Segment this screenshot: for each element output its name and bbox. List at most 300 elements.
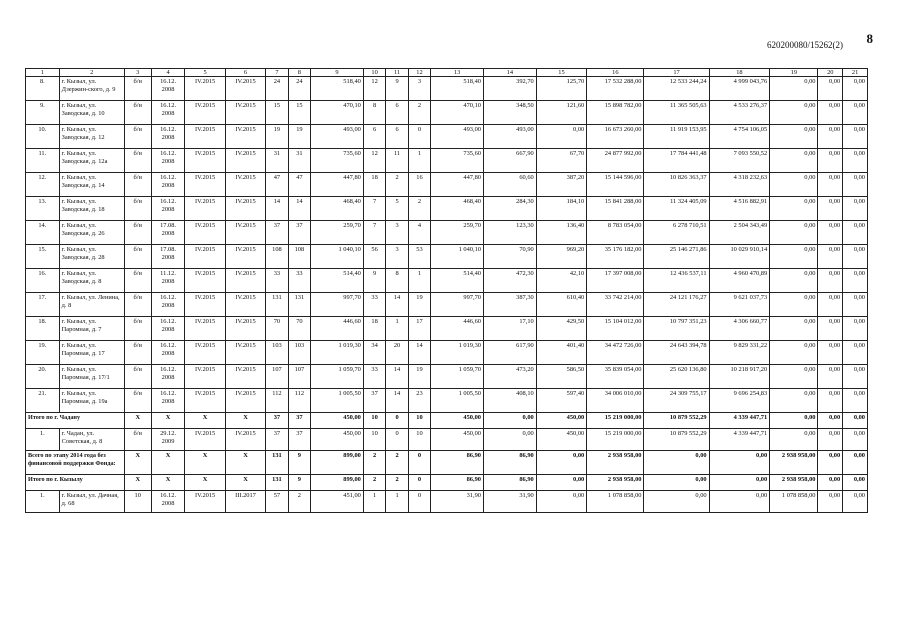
table-cell: 131 xyxy=(288,293,310,317)
table-cell: IV.2015 xyxy=(225,101,265,125)
table-cell: 19 xyxy=(408,365,430,389)
table-cell: IV.2015 xyxy=(185,197,225,221)
table-cell: 14 xyxy=(408,341,430,365)
table-cell: 447,80 xyxy=(431,173,484,197)
table-cell: 0,00 xyxy=(843,245,868,269)
table-cell: 15. xyxy=(26,245,60,269)
table-cell: 392,70 xyxy=(483,77,536,101)
table-cell: 15 xyxy=(288,101,310,125)
table-cell: 31,90 xyxy=(483,491,536,513)
table-cell: IV.2015 xyxy=(185,101,225,125)
table-cell: IV.2015 xyxy=(185,77,225,101)
table-cell: IV.2015 xyxy=(225,245,265,269)
table-cell: 1 059,70 xyxy=(311,365,364,389)
table-cell: г. Кызыл, ул. Заводская, д. 12 xyxy=(59,125,124,149)
table-cell: г. Кызыл, ул. Заводская, д. 8 xyxy=(59,269,124,293)
total-cell: 131 xyxy=(266,451,288,475)
table-cell: 446,60 xyxy=(311,317,364,341)
table-cell: 401,40 xyxy=(536,341,587,365)
table-cell: 56 xyxy=(363,245,385,269)
table-cell: 0,00 xyxy=(770,341,818,365)
table-cell: 33 xyxy=(288,269,310,293)
table-cell: 0,00 xyxy=(843,317,868,341)
table-cell: IV.2015 xyxy=(185,317,225,341)
table-cell: 12 xyxy=(363,77,385,101)
total-row xyxy=(26,413,868,429)
table-cell: г. Кызыл, ул. Паромная, д. 17/1 xyxy=(59,365,124,389)
table-cell: 67,70 xyxy=(536,149,587,173)
total-cell: 2 938 958,00 xyxy=(587,451,644,475)
column-number: 4 xyxy=(151,69,185,77)
table-row xyxy=(26,197,868,221)
table-cell: б/н xyxy=(124,173,151,197)
table-cell: б/н xyxy=(124,341,151,365)
table-cell: 735,60 xyxy=(431,149,484,173)
total-cell: 0,00 xyxy=(536,451,587,475)
table-cell: 2 504 343,49 xyxy=(709,221,770,245)
table-cell: б/н xyxy=(124,245,151,269)
table-cell: IV.2015 xyxy=(225,125,265,149)
table-cell: г. Кызыл, ул. Заводская, д. 18 xyxy=(59,197,124,221)
total-label: Итого по г. Чадану xyxy=(26,413,125,429)
table-cell: 4 533 276,37 xyxy=(709,101,770,125)
table-cell: 997,70 xyxy=(311,293,364,317)
table-cell: 4 318 232,63 xyxy=(709,173,770,197)
table-cell: 514,40 xyxy=(431,269,484,293)
table-cell: г. Кызыл, ул. Ленина, д. 8 xyxy=(59,293,124,317)
table-cell: 10 826 363,37 xyxy=(644,173,709,197)
table-cell: 10 xyxy=(124,491,151,513)
table-cell: 470,10 xyxy=(311,101,364,125)
table-cell: 15 219 000,00 xyxy=(587,429,644,451)
table-cell: 34 xyxy=(363,341,385,365)
table-cell: 6 278 710,51 xyxy=(644,221,709,245)
table-cell: б/н xyxy=(124,197,151,221)
table-cell: 0,00 xyxy=(818,429,843,451)
table-cell: 16. xyxy=(26,269,60,293)
table-cell: 0,00 xyxy=(770,293,818,317)
table-cell: 468,40 xyxy=(431,197,484,221)
table-cell: 0,00 xyxy=(843,269,868,293)
table-cell: 15 104 012,00 xyxy=(587,317,644,341)
table-cell: 14 xyxy=(386,293,408,317)
table-cell: 15 841 288,00 xyxy=(587,197,644,221)
total-cell: 86,90 xyxy=(483,475,536,491)
column-number-header xyxy=(26,69,868,77)
table-row xyxy=(26,221,868,245)
total-cell: 131 xyxy=(266,475,288,491)
table-cell: 18 xyxy=(363,173,385,197)
table-cell: 1 005,50 xyxy=(431,389,484,413)
table-cell: 123,30 xyxy=(483,221,536,245)
table-cell: г. Кызыл, ул. Паромная, д. 17 xyxy=(59,341,124,365)
table-cell: 0,00 xyxy=(843,221,868,245)
table-cell: 0,00 xyxy=(770,389,818,413)
table-cell: 387,30 xyxy=(483,293,536,317)
table-cell: 20. xyxy=(26,365,60,389)
table-cell: г. Кызыл, ул. Дзержин-ского, д. 9 xyxy=(59,77,124,101)
column-number: 9 xyxy=(311,69,364,77)
table-cell: 0,00 xyxy=(770,197,818,221)
table-cell: 0,00 xyxy=(843,197,868,221)
table-cell: б/н xyxy=(124,77,151,101)
table-cell: 11.12. 2008 xyxy=(151,269,185,293)
table-cell: 15 898 782,00 xyxy=(587,101,644,125)
table-cell: 493,00 xyxy=(483,125,536,149)
table-cell: г. Кызыл, ул. Заводская, д. 26 xyxy=(59,221,124,245)
table-cell: б/н xyxy=(124,101,151,125)
table-cell: 0,00 xyxy=(818,317,843,341)
total-cell: 0,00 xyxy=(483,413,536,429)
table-cell: 16.12. 2008 xyxy=(151,173,185,197)
table-cell: 33 xyxy=(363,293,385,317)
table-cell: IV.2015 xyxy=(225,293,265,317)
table-cell: б/н xyxy=(124,293,151,317)
table-cell: 470,10 xyxy=(431,101,484,125)
column-number: 20 xyxy=(818,69,843,77)
table-cell: 17 784 441,48 xyxy=(644,149,709,173)
table-cell: 10 xyxy=(363,429,385,451)
table-cell: 70 xyxy=(288,317,310,341)
table-cell: 18. xyxy=(26,317,60,341)
table-cell: 57 xyxy=(266,491,288,513)
table-cell: IV.2015 xyxy=(225,221,265,245)
total-cell: 2 xyxy=(386,475,408,491)
table-cell: 0,00 xyxy=(644,491,709,513)
table-cell: 0,00 xyxy=(818,77,843,101)
table-cell: 0,00 xyxy=(770,125,818,149)
table-cell: 451,00 xyxy=(311,491,364,513)
table-cell: 1 059,70 xyxy=(431,365,484,389)
table-cell: 348,50 xyxy=(483,101,536,125)
table-cell: 6 xyxy=(386,125,408,149)
table-cell: 112 xyxy=(266,389,288,413)
table-cell: 2 xyxy=(288,491,310,513)
table-cell: 0 xyxy=(408,491,430,513)
table-cell: 60,60 xyxy=(483,173,536,197)
table-row xyxy=(26,491,868,513)
table-cell: 0,00 xyxy=(818,197,843,221)
table-cell: 2 xyxy=(408,197,430,221)
table-cell: 16.12. 2008 xyxy=(151,491,185,513)
table-cell: 472,30 xyxy=(483,269,536,293)
table-cell: 107 xyxy=(266,365,288,389)
total-cell: 9 xyxy=(288,475,310,491)
table-cell: 9 829 331,22 xyxy=(709,341,770,365)
total-cell: 0,00 xyxy=(843,451,868,475)
table-cell: 0,00 xyxy=(770,269,818,293)
table-cell: 121,60 xyxy=(536,101,587,125)
table-cell: 0,00 xyxy=(818,293,843,317)
table-cell: 17.08. 2008 xyxy=(151,245,185,269)
table-cell: 514,40 xyxy=(311,269,364,293)
table-cell: 23 xyxy=(408,389,430,413)
table-cell: 136,40 xyxy=(536,221,587,245)
table-cell: 35 176 182,00 xyxy=(587,245,644,269)
table-cell: 8 xyxy=(363,101,385,125)
table-cell: 1 xyxy=(408,269,430,293)
table-row xyxy=(26,269,868,293)
table-cell: 0,00 xyxy=(770,317,818,341)
total-cell: X xyxy=(124,413,151,429)
table-cell: г. Кызыл, ул. Заводская, д. 10 xyxy=(59,101,124,125)
table-row xyxy=(26,341,868,365)
total-cell: 0 xyxy=(386,413,408,429)
table-cell: 31,90 xyxy=(431,491,484,513)
table-cell: г. Кызыл, ул. Паромная, д. 7 xyxy=(59,317,124,341)
table-cell: б/н xyxy=(124,389,151,413)
total-cell: 0,00 xyxy=(709,475,770,491)
table-cell: 10 218 917,20 xyxy=(709,365,770,389)
total-cell: 0,00 xyxy=(843,413,868,429)
table-cell: 667,90 xyxy=(483,149,536,173)
table-cell: 1. xyxy=(26,429,60,451)
table-cell: IV.2015 xyxy=(225,173,265,197)
table-cell: IV.2015 xyxy=(185,221,225,245)
table-cell: IV.2015 xyxy=(185,389,225,413)
table-cell: 284,30 xyxy=(483,197,536,221)
table-cell: 586,50 xyxy=(536,365,587,389)
table-cell: 408,10 xyxy=(483,389,536,413)
table-cell: 0,00 xyxy=(843,149,868,173)
table-cell: 0,00 xyxy=(843,389,868,413)
total-cell: 86,90 xyxy=(431,475,484,491)
table-row xyxy=(26,429,868,451)
total-cell: 2 xyxy=(386,451,408,475)
table-cell: 0,00 xyxy=(818,221,843,245)
total-cell: 450,00 xyxy=(311,413,364,429)
total-cell: X xyxy=(151,451,185,475)
table-cell: б/н xyxy=(124,149,151,173)
table-cell: б/н xyxy=(124,317,151,341)
column-number: 3 xyxy=(124,69,151,77)
column-number: 16 xyxy=(587,69,644,77)
total-cell: X xyxy=(124,475,151,491)
table-cell: 387,20 xyxy=(536,173,587,197)
table-cell: 4 999 043,76 xyxy=(709,77,770,101)
table-cell: 11. xyxy=(26,149,60,173)
table-cell: 0,00 xyxy=(770,245,818,269)
table-cell: 108 xyxy=(266,245,288,269)
table-cell: 610,40 xyxy=(536,293,587,317)
column-number: 13 xyxy=(431,69,484,77)
table-cell: 493,00 xyxy=(311,125,364,149)
table-cell: г. Кызыл, ул. Заводская, д. 12а xyxy=(59,149,124,173)
table-cell: 37 xyxy=(266,429,288,451)
total-cell: X xyxy=(124,451,151,475)
total-cell: 10 xyxy=(363,413,385,429)
table-cell: IV.2015 xyxy=(185,149,225,173)
table-body xyxy=(26,77,868,513)
table-cell: 0,00 xyxy=(818,365,843,389)
table-cell: 0,00 xyxy=(818,389,843,413)
document-id: 620200080/15262(2) xyxy=(767,40,843,50)
table-cell: 47 xyxy=(266,173,288,197)
total-cell: 2 xyxy=(363,475,385,491)
table-row xyxy=(26,317,868,341)
table-cell: 112 xyxy=(288,389,310,413)
table-cell: 1 040,10 xyxy=(311,245,364,269)
table-cell: 14 xyxy=(386,365,408,389)
table-cell: 19. xyxy=(26,341,60,365)
table-cell: 0,00 xyxy=(770,173,818,197)
table-cell: 6 xyxy=(363,125,385,149)
table-cell: 37 xyxy=(266,221,288,245)
table-cell: 2 xyxy=(408,101,430,125)
table-cell: 0,00 xyxy=(843,173,868,197)
total-row xyxy=(26,451,868,475)
table-cell: 259,70 xyxy=(311,221,364,245)
table-cell: 19 xyxy=(408,293,430,317)
page-number: 8 xyxy=(866,31,873,46)
table-cell: 4 754 106,05 xyxy=(709,125,770,149)
table-cell: 107 xyxy=(288,365,310,389)
total-cell: 10 879 552,29 xyxy=(644,413,709,429)
total-cell: 2 938 958,00 xyxy=(770,451,818,475)
total-cell: 0,00 xyxy=(818,451,843,475)
table-cell: 11 324 405,09 xyxy=(644,197,709,221)
table-cell: 1 xyxy=(408,149,430,173)
table-cell: 14. xyxy=(26,221,60,245)
total-cell: 0 xyxy=(408,475,430,491)
table-cell: 0,00 xyxy=(536,491,587,513)
total-cell: 450,00 xyxy=(431,413,484,429)
table-cell: 0,00 xyxy=(843,77,868,101)
table-cell: 108 xyxy=(288,245,310,269)
table-cell: 70,90 xyxy=(483,245,536,269)
table-cell: 16.12. 2008 xyxy=(151,341,185,365)
table-cell: 10 xyxy=(408,429,430,451)
table-cell: IV.2015 xyxy=(225,197,265,221)
table-cell: IV.2015 xyxy=(185,293,225,317)
table-cell: IV.2015 xyxy=(225,317,265,341)
table-row xyxy=(26,101,868,125)
total-cell: X xyxy=(151,475,185,491)
table-cell: IV.2015 xyxy=(185,429,225,451)
table-cell: 19 xyxy=(288,125,310,149)
table-cell: 11 365 505,63 xyxy=(644,101,709,125)
table-cell: 24 309 755,17 xyxy=(644,389,709,413)
table-cell: 9 696 254,83 xyxy=(709,389,770,413)
table-cell: 4 960 470,89 xyxy=(709,269,770,293)
table-cell: 446,60 xyxy=(431,317,484,341)
table-cell: IV.2015 xyxy=(185,269,225,293)
table-cell: 7 xyxy=(363,221,385,245)
table-row xyxy=(26,173,868,197)
table-cell: 0,00 xyxy=(536,125,587,149)
table-cell: 25 146 271,86 xyxy=(644,245,709,269)
table-row xyxy=(26,389,868,413)
table-cell: 1 078 858,00 xyxy=(587,491,644,513)
table-cell: 0,00 xyxy=(709,491,770,513)
table-cell: г. Кызыл, ул. Заводская, д. 28 xyxy=(59,245,124,269)
column-number: 1 xyxy=(26,69,60,77)
table-cell: 35 839 054,00 xyxy=(587,365,644,389)
table-cell: 125,70 xyxy=(536,77,587,101)
total-cell: X xyxy=(151,413,185,429)
total-cell: 0,00 xyxy=(644,475,709,491)
total-cell: X xyxy=(225,413,265,429)
table-cell: 0,00 xyxy=(818,245,843,269)
total-label: Итого по г. Кызылу xyxy=(26,475,125,491)
table-cell: 1 040,10 xyxy=(431,245,484,269)
table-cell: 14 xyxy=(386,389,408,413)
table-cell: 16.12. 2008 xyxy=(151,125,185,149)
table-cell: 0,00 xyxy=(818,269,843,293)
table-cell: 1 078 858,00 xyxy=(770,491,818,513)
table-cell: 33 xyxy=(266,269,288,293)
table-cell: 37 xyxy=(288,429,310,451)
table-cell: 0,00 xyxy=(843,429,868,451)
total-cell: 0,00 xyxy=(709,451,770,475)
table-cell: 9 xyxy=(363,269,385,293)
table-cell: 6 xyxy=(386,101,408,125)
table-cell: 0 xyxy=(386,429,408,451)
table-cell: 1. xyxy=(26,491,60,513)
table-cell: 597,40 xyxy=(536,389,587,413)
table-cell: IV.2015 xyxy=(225,389,265,413)
column-number: 2 xyxy=(59,69,124,77)
table-row xyxy=(26,77,868,101)
total-cell: 37 xyxy=(266,413,288,429)
table-cell: 2 xyxy=(386,173,408,197)
total-cell: 0,00 xyxy=(644,451,709,475)
table-row xyxy=(26,365,868,389)
table-cell: 4 306 660,77 xyxy=(709,317,770,341)
table-cell: 14 xyxy=(288,197,310,221)
column-number: 17 xyxy=(644,69,709,77)
column-number: 8 xyxy=(288,69,310,77)
table-cell: б/н xyxy=(124,429,151,451)
total-cell: 0,00 xyxy=(536,475,587,491)
total-cell: 9 xyxy=(288,451,310,475)
table-cell: 34 472 726,00 xyxy=(587,341,644,365)
column-number: 7 xyxy=(266,69,288,77)
table-cell: 24 121 176,27 xyxy=(644,293,709,317)
table-cell: 17 532 288,00 xyxy=(587,77,644,101)
table-cell: IV.2015 xyxy=(185,173,225,197)
table-cell: б/н xyxy=(124,221,151,245)
table-cell: 450,00 xyxy=(311,429,364,451)
table-cell: IV.2015 xyxy=(185,341,225,365)
table-cell: 429,50 xyxy=(536,317,587,341)
table-cell: г. Кызыл, ул. Дачная, д. 68 xyxy=(59,491,124,513)
table-cell: 4 339 447,71 xyxy=(709,429,770,451)
table-cell: IV.2015 xyxy=(185,491,225,513)
total-cell: 15 219 000,00 xyxy=(587,413,644,429)
table-cell: IV.2015 xyxy=(225,149,265,173)
table-cell: 33 xyxy=(363,365,385,389)
table-cell: 5 xyxy=(386,197,408,221)
table-cell: 16.12. 2008 xyxy=(151,197,185,221)
total-cell: 4 339 447,71 xyxy=(709,413,770,429)
table-cell: 0,00 xyxy=(843,101,868,125)
table-cell: 0,00 xyxy=(843,341,868,365)
table-cell: 103 xyxy=(266,341,288,365)
table-cell: 25 620 136,80 xyxy=(644,365,709,389)
table-cell: 11 919 153,95 xyxy=(644,125,709,149)
total-cell: 2 938 958,00 xyxy=(770,475,818,491)
total-row xyxy=(26,475,868,491)
table-cell: б/н xyxy=(124,269,151,293)
table-cell: 3 xyxy=(408,77,430,101)
total-cell: 0,00 xyxy=(818,475,843,491)
total-cell: X xyxy=(225,451,265,475)
table-cell: IV.2015 xyxy=(225,341,265,365)
column-number: 12 xyxy=(408,69,430,77)
table-cell: 447,80 xyxy=(311,173,364,197)
table-cell: 70 xyxy=(266,317,288,341)
